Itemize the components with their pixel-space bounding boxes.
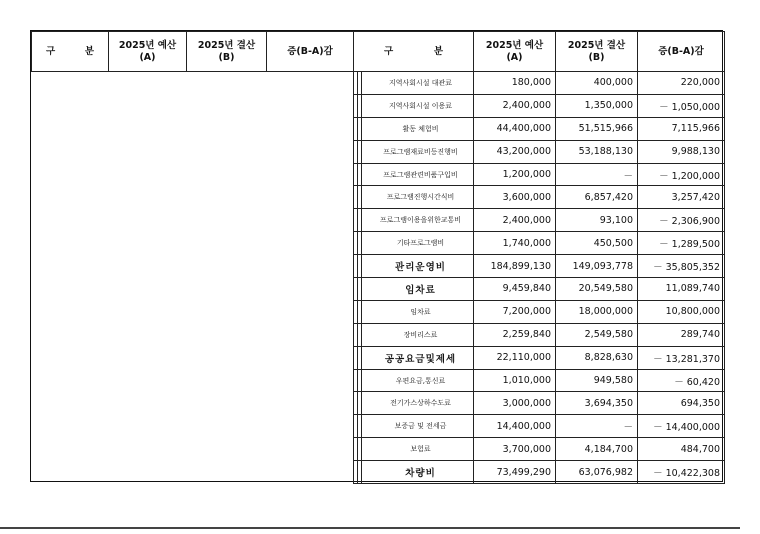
table-row	[354, 461, 725, 484]
row-budget: 9,459,840	[474, 278, 556, 301]
table-row	[354, 323, 725, 346]
row-settle: 400,000	[556, 72, 638, 95]
row-budget: 180,000	[474, 72, 556, 95]
left-header-budget: 2025년 예산 (A)	[109, 32, 187, 72]
row-name: 보험료	[354, 438, 474, 461]
row-diff: － 35,805,352	[638, 255, 725, 278]
row-settle: 149,093,778	[556, 255, 638, 278]
row-diff: － 2,306,900	[638, 209, 725, 232]
left-table	[31, 31, 354, 72]
row-settle: 450,500	[556, 232, 638, 255]
right-header-settle: 2025년 결산 (B)	[556, 32, 638, 72]
table-row	[354, 369, 725, 392]
row-name: 프로그램재료비등진행비	[354, 140, 474, 163]
table-row	[354, 415, 725, 438]
row-name: 프로그램관련비품구입비	[354, 163, 474, 186]
indent-line-1	[357, 71, 358, 483]
row-budget: 2,400,000	[474, 209, 556, 232]
right-header-row	[354, 32, 725, 72]
row-diff: － 14,400,000	[638, 415, 725, 438]
row-budget: 14,400,000	[474, 415, 556, 438]
row-settle: 93,100	[556, 209, 638, 232]
row-settle: 51,515,966	[556, 117, 638, 140]
row-budget: 3,600,000	[474, 186, 556, 209]
row-diff: 3,257,420	[638, 186, 725, 209]
left-header-gubun-2: 분	[84, 45, 94, 57]
row-budget: 73,499,290	[474, 461, 556, 484]
row-settle: 18,000,000	[556, 300, 638, 323]
row-name: 임차료	[354, 300, 474, 323]
row-name: 프로그램진행시간식비	[354, 186, 474, 209]
row-name: 지역사회시설 이용료	[354, 94, 474, 117]
row-name: 우편요금,통신료	[354, 369, 474, 392]
right-header-diff: 증(B-A)감	[638, 32, 725, 72]
table-row	[354, 300, 725, 323]
table-row	[354, 392, 725, 415]
row-budget: 184,899,130	[474, 255, 556, 278]
row-settle: 53,188,130	[556, 140, 638, 163]
row-settle: 63,076,982	[556, 461, 638, 484]
table-row	[354, 209, 725, 232]
row-budget: 7,200,000	[474, 300, 556, 323]
left-header-settle: 2025년 결산 (B)	[187, 32, 267, 72]
row-settle: －	[556, 163, 638, 186]
row-diff: 484,700	[638, 438, 725, 461]
row-budget: 1,200,000	[474, 163, 556, 186]
left-header-diff: 증(B-A)감	[267, 32, 354, 72]
row-name: 기타프로그램비	[354, 232, 474, 255]
table-row	[354, 72, 725, 95]
row-name: 프로그램이용을위한교통비	[354, 209, 474, 232]
row-name: 전기가스상하수도료	[354, 392, 474, 415]
statement-frame	[30, 30, 723, 482]
row-settle: 6,857,420	[556, 186, 638, 209]
row-diff: 7,115,966	[638, 117, 725, 140]
row-settle: 1,350,000	[556, 94, 638, 117]
row-diff: － 1,289,500	[638, 232, 725, 255]
table-row	[354, 232, 725, 255]
budget-rows	[354, 72, 725, 484]
table-row	[354, 255, 725, 278]
table-row	[354, 94, 725, 117]
row-name: 보증금 및 전세금	[354, 415, 474, 438]
row-budget: 43,200,000	[474, 140, 556, 163]
row-settle: 4,184,700	[556, 438, 638, 461]
row-diff: 220,000	[638, 72, 725, 95]
row-budget: 44,400,000	[474, 117, 556, 140]
row-budget: 1,010,000	[474, 369, 556, 392]
row-diff: 11,089,740	[638, 278, 725, 301]
left-header-gubun	[32, 32, 109, 72]
row-diff: 9,988,130	[638, 140, 725, 163]
row-diff: － 1,050,000	[638, 94, 725, 117]
page-bottom-rule	[0, 527, 740, 529]
row-settle: 949,580	[556, 369, 638, 392]
row-name: 공공요금및제세	[354, 346, 474, 369]
row-diff: － 1,200,000	[638, 163, 725, 186]
row-diff: 694,350	[638, 392, 725, 415]
row-budget: 1,740,000	[474, 232, 556, 255]
right-table	[353, 31, 725, 484]
row-settle: －	[556, 415, 638, 438]
table-row	[354, 140, 725, 163]
right-header-budget: 2025년 예산 (A)	[474, 32, 556, 72]
table-row	[354, 163, 725, 186]
left-header-gubun-1: 구	[46, 45, 56, 57]
row-budget: 3,700,000	[474, 438, 556, 461]
table-row	[354, 438, 725, 461]
row-settle: 8,828,630	[556, 346, 638, 369]
row-budget: 2,259,840	[474, 323, 556, 346]
row-budget: 3,000,000	[474, 392, 556, 415]
right-header-gubun-2: 분	[433, 45, 443, 57]
right-header-gubun	[354, 32, 474, 72]
row-diff: － 10,422,308	[638, 461, 725, 484]
row-settle: 3,694,350	[556, 392, 638, 415]
table-row	[354, 278, 725, 301]
row-budget: 22,110,000	[474, 346, 556, 369]
right-header-gubun-1: 구	[384, 45, 394, 57]
table-row	[354, 346, 725, 369]
table-row	[354, 117, 725, 140]
row-name: 관리운영비	[354, 255, 474, 278]
row-diff: － 13,281,370	[638, 346, 725, 369]
row-name: 임차료	[354, 278, 474, 301]
row-diff: 10,800,000	[638, 300, 725, 323]
row-diff: － 60,420	[638, 369, 725, 392]
row-diff: 289,740	[638, 323, 725, 346]
row-settle: 2,549,580	[556, 323, 638, 346]
row-name: 활동 체험비	[354, 117, 474, 140]
table-row	[354, 186, 725, 209]
row-budget: 2,400,000	[474, 94, 556, 117]
row-name: 장비리스료	[354, 323, 474, 346]
row-settle: 20,549,580	[556, 278, 638, 301]
indent-line-2	[361, 71, 362, 483]
row-name: 지역사회시설 대관료	[354, 72, 474, 95]
left-header-row	[32, 32, 354, 72]
row-name: 차량비	[354, 461, 474, 484]
